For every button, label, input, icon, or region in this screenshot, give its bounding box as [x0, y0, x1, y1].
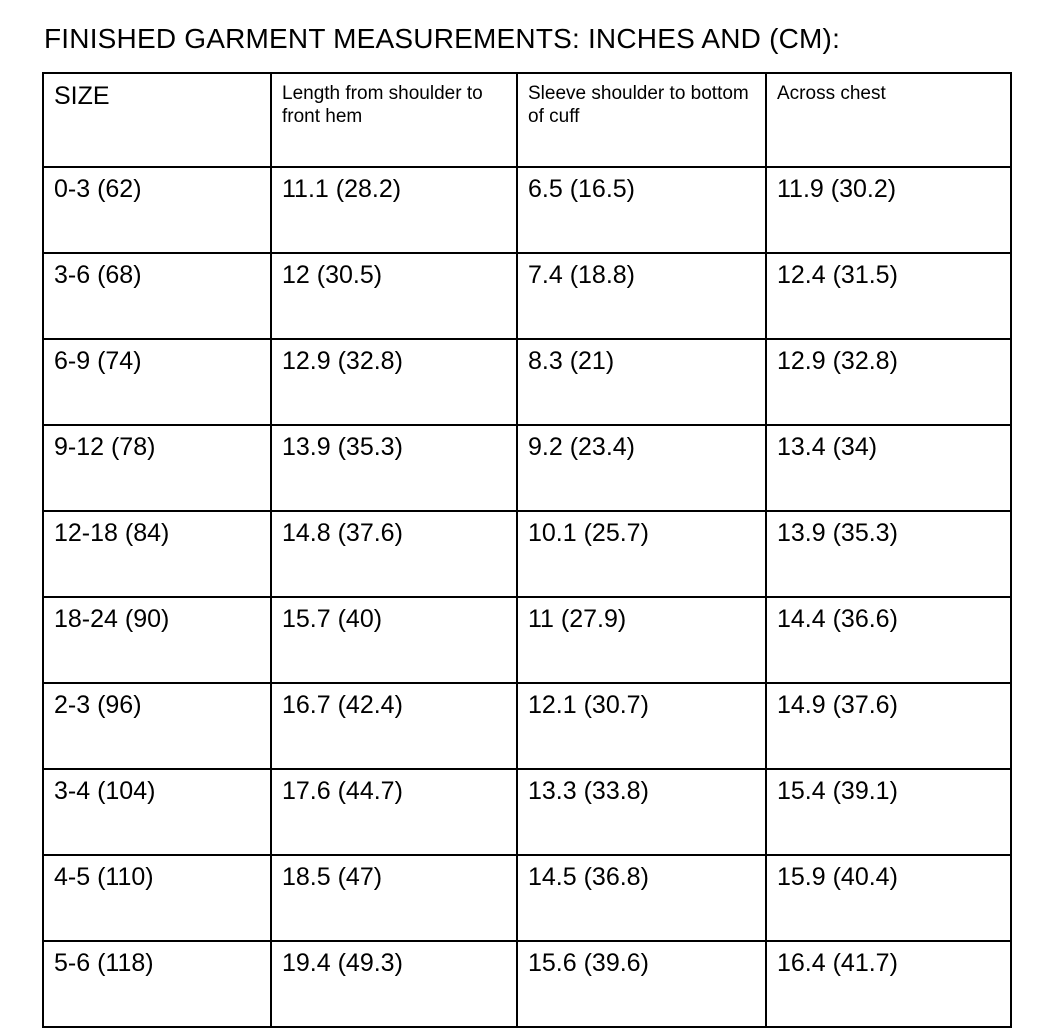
table-row [43, 253, 1011, 339]
cell-sleeve: 13.3 (33.8) [517, 769, 766, 855]
cell-size: 4-5 (110) [43, 855, 271, 941]
table-row [43, 769, 1011, 855]
table-row [43, 167, 1011, 253]
cell-chest: 14.9 (37.6) [766, 683, 1011, 769]
cell-sleeve: 15.6 (39.6) [517, 941, 766, 1027]
cell-sleeve: 12.1 (30.7) [517, 683, 766, 769]
table-row [43, 339, 1011, 425]
cell-chest: 15.4 (39.1) [766, 769, 1011, 855]
cell-sleeve: 7.4 (18.8) [517, 253, 766, 339]
cell-length: 17.6 (44.7) [271, 769, 517, 855]
cell-chest: 11.9 (30.2) [766, 167, 1011, 253]
table-row [43, 597, 1011, 683]
cell-size: 6-9 (74) [43, 339, 271, 425]
cell-chest: 14.4 (36.6) [766, 597, 1011, 683]
cell-size: 12-18 (84) [43, 511, 271, 597]
table-row [43, 683, 1011, 769]
cell-chest: 12.4 (31.5) [766, 253, 1011, 339]
cell-sleeve: 11 (27.9) [517, 597, 766, 683]
cell-sleeve: 10.1 (25.7) [517, 511, 766, 597]
cell-size: 18-24 (90) [43, 597, 271, 683]
cell-length: 19.4 (49.3) [271, 941, 517, 1027]
column-header-size: SIZE [43, 73, 271, 167]
cell-chest: 16.4 (41.7) [766, 941, 1011, 1027]
cell-length: 12 (30.5) [271, 253, 517, 339]
cell-length: 14.8 (37.6) [271, 511, 517, 597]
cell-chest: 13.9 (35.3) [766, 511, 1011, 597]
cell-length: 16.7 (42.4) [271, 683, 517, 769]
table-row [43, 511, 1011, 597]
cell-chest: 13.4 (34) [766, 425, 1011, 511]
table-header [43, 73, 1011, 167]
cell-size: 3-4 (104) [43, 769, 271, 855]
cell-sleeve: 9.2 (23.4) [517, 425, 766, 511]
table-header-row [43, 73, 1011, 167]
table-row [43, 941, 1011, 1027]
cell-chest: 12.9 (32.8) [766, 339, 1011, 425]
cell-sleeve: 6.5 (16.5) [517, 167, 766, 253]
cell-length: 15.7 (40) [271, 597, 517, 683]
cell-chest: 15.9 (40.4) [766, 855, 1011, 941]
cell-size: 5-6 (118) [43, 941, 271, 1027]
page-title: FINISHED GARMENT MEASUREMENTS: INCHES AND (CM): [44, 23, 841, 54]
cell-size: 9-12 (78) [43, 425, 271, 511]
column-header-sleeve-shoulder-to-bottom-of-cuff: Sleeve shoulder to bottom of cuff [517, 73, 766, 167]
table-body [43, 167, 1011, 1027]
cell-length: 18.5 (47) [271, 855, 517, 941]
column-header-length-shoulder-to-front-hem: Length from shoulder to front hem [271, 73, 517, 167]
cell-length: 13.9 (35.3) [271, 425, 517, 511]
column-header-across-chest: Across chest [766, 73, 1011, 167]
table-row [43, 855, 1011, 941]
cell-size: 3-6 (68) [43, 253, 271, 339]
table-row [43, 425, 1011, 511]
cell-sleeve: 8.3 (21) [517, 339, 766, 425]
cell-sleeve: 14.5 (36.8) [517, 855, 766, 941]
measurements-table [42, 72, 1012, 1028]
cell-size: 0-3 (62) [43, 167, 271, 253]
cell-length: 12.9 (32.8) [271, 339, 517, 425]
cell-length: 11.1 (28.2) [271, 167, 517, 253]
cell-size: 2-3 (96) [43, 683, 271, 769]
